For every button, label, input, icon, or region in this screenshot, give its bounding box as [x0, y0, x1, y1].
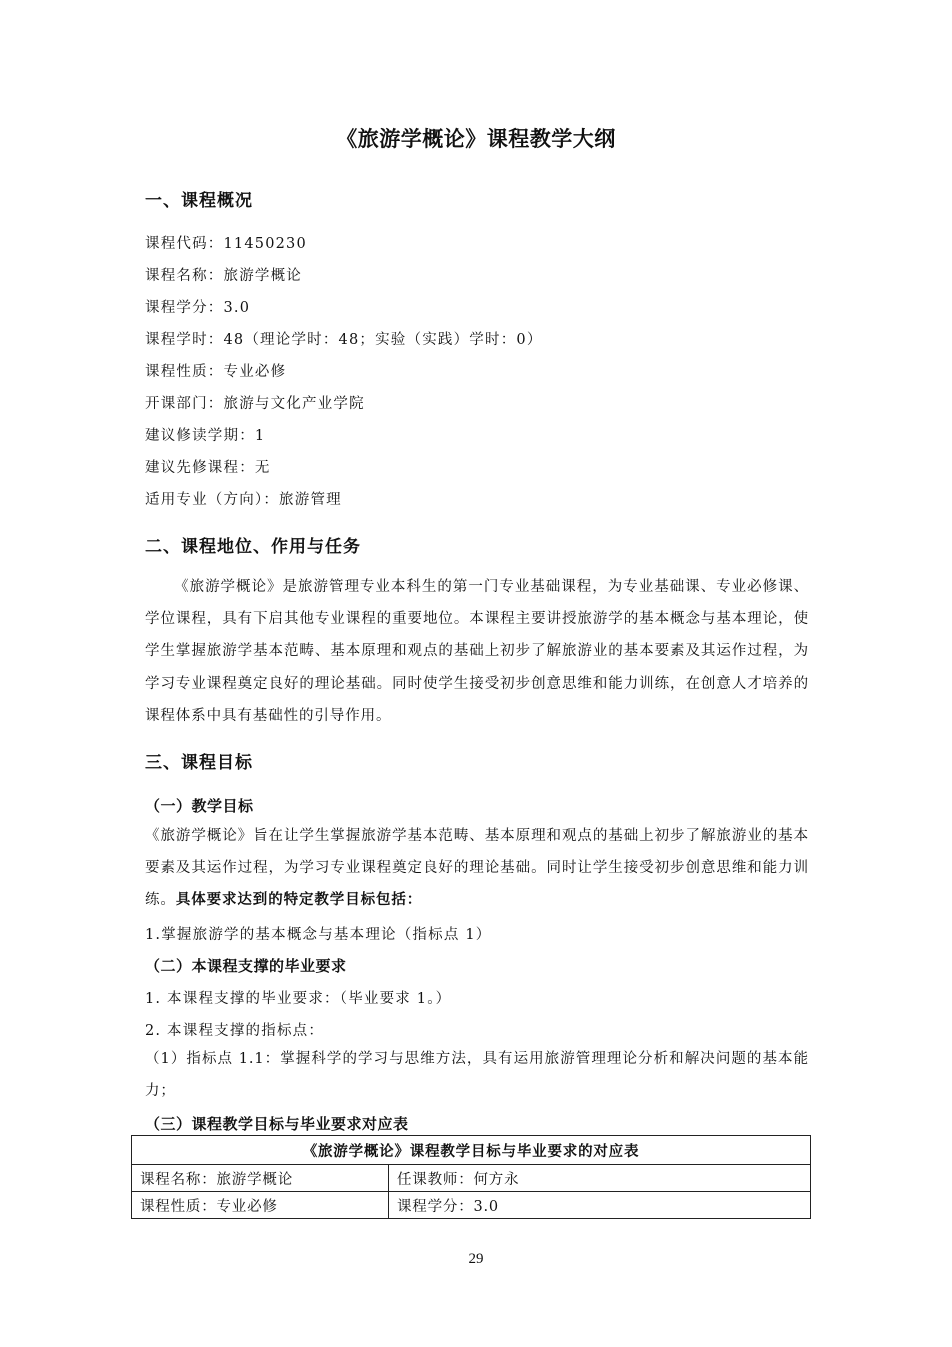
table-cell: 课程名称：旅游学概论: [132, 1165, 389, 1192]
section-2-paragraph: [145, 571, 809, 732]
graduation-requirement-item: 1. 本课程支撑的毕业要求：（毕业要求 1。）: [145, 991, 452, 1007]
teaching-goal-paragraph: [145, 820, 809, 917]
document-title: 《旅游学概论》课程教学大纲: [336, 126, 616, 151]
course-prerequisite: 建议先修课程：无: [145, 460, 271, 476]
indicator-detail: （1）指标点 1.1：掌握科学的学习与思维方法，具有运用旅游管理理论分析和解决问题的基本能力；: [145, 1051, 809, 1100]
course-nature: 课程性质：专业必修: [145, 364, 287, 380]
table-caption: 《旅游学概论》课程教学目标与毕业要求的对应表: [132, 1136, 811, 1165]
page-number: 29: [468, 1251, 484, 1267]
section-3-heading: 三、课程目标: [145, 753, 253, 773]
indicator-item: 2. 本课程支撑的指标点：: [145, 1023, 325, 1039]
table-cell: 课程性质：专业必修: [132, 1192, 389, 1219]
section-2-text: 《旅游学概论》是旅游管理专业本科生的第一门专业基础课程，为专业基础课、专业必修课、学位课程，具有下启其他专业课程的重要地位。本课程主要讲授旅游学的基本概念与基本理论，使学生掌握旅游学基本范畴、基本原理和观点的基础上初步了解旅游业的基本要素及其运作过程，为学习专业课程奠定良好的理论基础。同时使学生接受初步创意思维和能力训练，在创意人才培养的课程体系中具有基础性的引导作用。: [145, 579, 809, 724]
table-cell: 课程学分：3.0: [389, 1192, 811, 1219]
subsection-3-heading: （三）课程教学目标与毕业要求对应表: [145, 1115, 409, 1133]
section-1-heading: 一、课程概况: [145, 191, 253, 211]
section-2-heading: 二、课程地位、作用与任务: [145, 537, 361, 557]
table-row: [132, 1165, 811, 1192]
teaching-goal-text: 《旅游学概论》旨在让学生掌握旅游学基本范畴、基本原理和观点的基础上初步了解旅游业的基本要素及其运作过程，为学习专业课程奠定良好的理论基础。同时让学生接受初步创意思维和能力训练。: [145, 828, 809, 909]
course-name: 课程名称：旅游学概论: [145, 268, 302, 284]
table-caption-row: [132, 1136, 811, 1165]
course-credits: 课程学分：3.0: [145, 300, 251, 316]
course-hours: 课程学时：48（理论学时：48；实验（实践）学时：0）: [145, 332, 543, 348]
course-semester: 建议修读学期：1: [145, 428, 266, 444]
table-row: [132, 1192, 811, 1219]
course-code: 课程代码：11450230: [145, 236, 307, 252]
subsection-2-heading: （二）本课程支撑的毕业要求: [145, 957, 347, 975]
teaching-goal-item: 1.掌握旅游学的基本概念与基本理论（指标点 1）: [145, 927, 492, 943]
course-major: 适用专业（方向）：旅游管理: [145, 492, 342, 508]
course-department: 开课部门：旅游与文化产业学院: [145, 396, 365, 412]
teaching-goal-bold-text: 具体要求达到的特定教学目标包括：: [175, 891, 423, 909]
mapping-table: [131, 1135, 811, 1219]
table-cell: 任课教师：何方永: [389, 1165, 811, 1192]
subsection-1-heading: （一）教学目标: [145, 797, 254, 815]
